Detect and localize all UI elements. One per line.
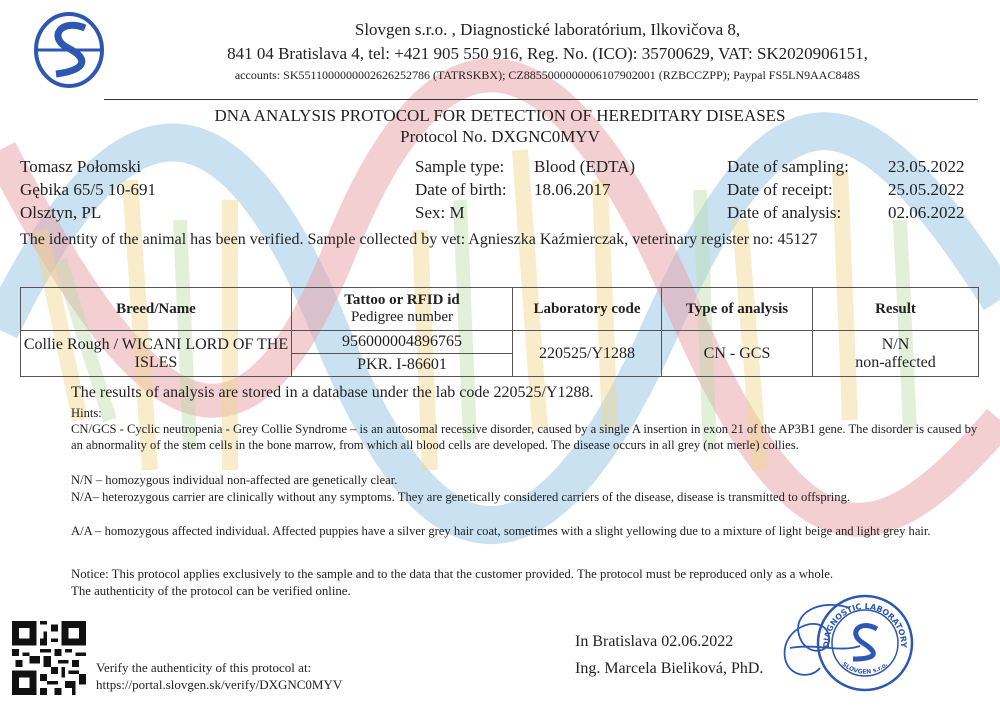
analysis-date-value: 02.06.2022 bbox=[888, 203, 965, 222]
company-accounts: accounts: SK5511000000002626252786 (TATRSKBX); CZ8855000000006107902001 (RZBCCZPP); Paypal FS5LN9AAC848S bbox=[234, 68, 861, 82]
result-genotype: N/N bbox=[881, 335, 910, 353]
owner-city: Olsztyn, PL bbox=[20, 203, 102, 222]
hint-aa: A/A – homozygous affected individual. Affected puppies have a silver grey hair coat, sometimes with a slight yellowing due to a mixture of light beige and light grey hair. bbox=[71, 524, 931, 538]
hint-nn: N/N – homozygous individual non-affected are genetically clear. bbox=[71, 473, 398, 487]
cell-analysis: CN - GCS bbox=[662, 331, 813, 377]
col-lab-code: Laboratory code bbox=[513, 288, 662, 331]
svg-text:SLOVGEN s.r.o. bbox=[841, 661, 890, 676]
sample-type-label: Sample type: bbox=[415, 157, 505, 176]
cell-pedigree: PKR. I-86601 bbox=[292, 354, 513, 377]
hint-na: N/A– heterozygous carrier are clinically without any symptoms. They are genetically considered carriers of the disease, disease is transmitted to offspring. bbox=[71, 490, 851, 504]
stamp-bottom-text: SLOVGEN s.r.o. bbox=[840, 660, 890, 676]
receipt-date-label: Date of receipt: bbox=[727, 180, 833, 199]
hint-cn-gcs: CN/GCS - Cyclic neutropenia - Grey Collie Syndrome – is an autosomal recessive disorder, caused by a single A insertion in exon 21 of the AP3B1 gene. The disorder is caused by an abnormality of the stem cells in the bone marrow, from which all blood cells are developed. The disease occurs in all grey (not merle) collies. bbox=[71, 422, 978, 453]
identity-statement: The identity of the animal has been verified. Sample collected by vet: Agnieszka Kaźmierczak, veterinary register no: 45127 bbox=[20, 231, 818, 248]
receipt-date-value: 25.05.2022 bbox=[888, 180, 965, 199]
table-header-row bbox=[21, 288, 979, 331]
birth-date-label: Date of birth: bbox=[415, 180, 507, 199]
place-date: In Bratislava 02.06.2022 bbox=[575, 633, 734, 650]
sampling-date-value: 23.05.2022 bbox=[888, 157, 965, 176]
col-tattoo-label: Tattoo or RFID id bbox=[344, 292, 460, 308]
signatory-name: Ing. Marcela Bieliková, PhD. bbox=[575, 660, 764, 677]
document-title: DNA ANALYSIS PROTOCOL FOR DETECTION OF HEREDITARY DISEASES bbox=[214, 106, 786, 125]
col-breed: Breed/Name bbox=[21, 288, 292, 331]
col-result: Result bbox=[813, 288, 979, 331]
protocol-number: Protocol No. DXGNC0MYV bbox=[400, 127, 600, 146]
col-analysis-type: Type of analysis bbox=[662, 288, 813, 331]
company-line-2: 841 04 Bratislava 4, tel: +421 905 550 916, Reg. No. (ICO): 35700629, VAT: SK2020906151, bbox=[227, 44, 868, 63]
cell-lab-code: 220525/Y1288 bbox=[513, 331, 662, 377]
col-tattoo bbox=[292, 288, 513, 331]
table-row bbox=[21, 331, 979, 354]
notice-line-2: The authenticity of the protocol can be verified online. bbox=[71, 584, 351, 598]
sex: Sex: M bbox=[415, 203, 465, 222]
notice-line-1: Notice: This protocol applies exclusively to the sample and to the data that the customer provided. The protocol must be reproduced only as a whole. bbox=[71, 567, 834, 581]
company-line-1: Slovgen s.r.o. , Diagnostické laboratórium, Ilkovičova 8, bbox=[354, 20, 741, 39]
result-status: non-affected bbox=[855, 353, 936, 371]
owner-street: Gębika 65/5 10-691 bbox=[20, 180, 156, 199]
analysis-date-label: Date of analysis: bbox=[727, 203, 842, 222]
laboratory-stamp bbox=[815, 593, 915, 693]
header-divider bbox=[104, 99, 978, 100]
sample-type-value: Blood (EDTA) bbox=[534, 157, 636, 176]
results-table bbox=[20, 287, 979, 377]
cell-result bbox=[813, 331, 979, 377]
qr-code-icon[interactable] bbox=[12, 621, 86, 695]
col-pedigree-label: Pedigree number bbox=[350, 309, 454, 325]
birth-date-value: 18.06.2017 bbox=[534, 180, 611, 199]
owner-name: Tomasz Połomski bbox=[20, 157, 142, 176]
cell-rfid: 956000004896765 bbox=[292, 331, 513, 354]
sampling-date-label: Date of sampling: bbox=[727, 157, 849, 176]
stamp-text: DIAGNOSTIC LABORATORY bbox=[821, 601, 909, 648]
storage-note: The results of analysis are stored in a database under the lab code 220525/Y1288. bbox=[71, 384, 594, 401]
hints-heading: Hints: bbox=[71, 406, 102, 420]
cell-breed-name: Collie Rough / WICANI LORD OF THE ISLES bbox=[21, 331, 292, 377]
verify-label: Verify the authenticity of this protocol at: bbox=[96, 660, 312, 675]
verify-url[interactable]: https://portal.slovgen.sk/verify/DXGNC0MYV bbox=[96, 677, 343, 692]
